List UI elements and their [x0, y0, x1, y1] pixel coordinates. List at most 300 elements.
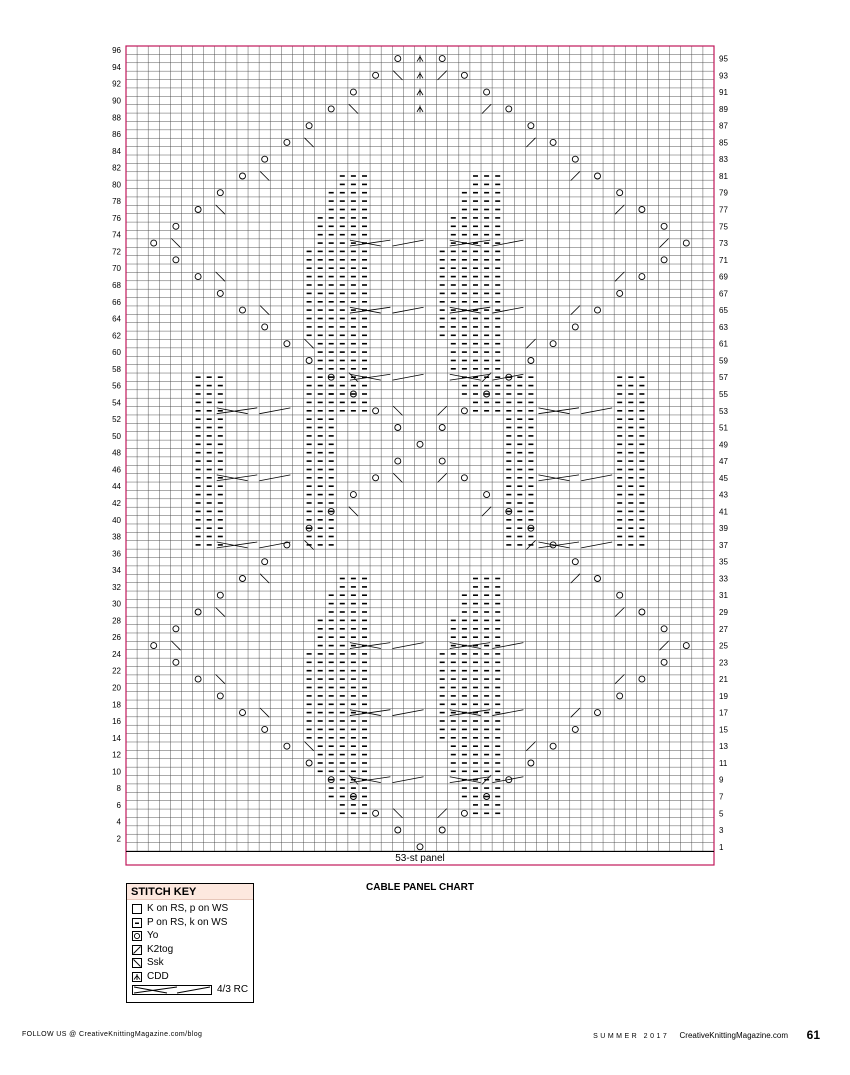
purl-symbol [307, 318, 312, 320]
purl-symbol [473, 745, 478, 747]
yo-symbol [373, 810, 379, 816]
purl-symbol [495, 620, 500, 622]
purl-symbol [351, 787, 356, 789]
purl-symbol [307, 729, 312, 731]
purl-symbol [628, 527, 633, 529]
purl-symbol [196, 511, 201, 513]
purl-symbol [473, 343, 478, 345]
purl-symbol [329, 242, 334, 244]
purl-symbol [351, 771, 356, 773]
purl-symbol [440, 729, 445, 731]
yo-symbol [572, 726, 578, 732]
row-number: 86 [112, 130, 121, 139]
purl-symbol [196, 376, 201, 378]
row-number: 59 [719, 356, 728, 366]
purl-symbol [462, 771, 467, 773]
purl-symbol [329, 192, 334, 194]
purl-symbol [329, 376, 334, 378]
purl-symbol [495, 284, 500, 286]
purl-symbol [484, 184, 489, 186]
purl-symbol [462, 628, 467, 630]
purl-symbol [528, 435, 533, 437]
purl-symbol [329, 234, 334, 236]
purl-symbol [351, 678, 356, 680]
footer-right [593, 1031, 788, 1040]
purl-symbol [451, 628, 456, 630]
purl-symbol [196, 410, 201, 412]
purl-symbol [318, 477, 323, 479]
purl-symbol [484, 737, 489, 739]
purl-symbol [528, 494, 533, 496]
purl-symbol [462, 678, 467, 680]
purl-symbol [329, 393, 334, 395]
purl-symbol [617, 393, 622, 395]
row-number: 82 [112, 163, 121, 173]
purl-symbol [440, 335, 445, 337]
purl-symbol [351, 309, 356, 311]
purl-symbol [495, 217, 500, 219]
purl-symbol [517, 376, 522, 378]
purl-symbol [340, 704, 345, 706]
purl-symbol [495, 200, 500, 202]
chart-caption: CABLE PANEL CHART [366, 882, 474, 893]
purl-symbol [329, 410, 334, 412]
purl-symbol [207, 385, 212, 387]
purl-symbol [462, 192, 467, 194]
purl-symbol [628, 485, 633, 487]
purl-symbol [440, 284, 445, 286]
yo-symbol [395, 425, 401, 431]
purl-symbol [307, 544, 312, 546]
purl-symbol [473, 301, 478, 303]
purl-symbol [329, 335, 334, 337]
yo-symbol [439, 56, 445, 62]
yo-symbol [195, 676, 201, 682]
row-number: 33 [719, 574, 728, 584]
yo-symbol [373, 408, 379, 414]
purl-symbol [484, 729, 489, 731]
yo-symbol [262, 156, 268, 162]
purl-symbol [318, 301, 323, 303]
purl-symbol [495, 662, 500, 664]
yo-symbol [506, 106, 512, 112]
purl-symbol [329, 527, 334, 529]
purl-symbol [484, 393, 489, 395]
purl-symbol [451, 284, 456, 286]
purl-symbol [440, 653, 445, 655]
purl-symbol [362, 343, 367, 345]
purl-symbol [451, 687, 456, 689]
yo-symbol [439, 458, 445, 464]
purl-symbol [451, 276, 456, 278]
purl-symbol [340, 368, 345, 370]
purl-symbol [329, 662, 334, 664]
purl-symbol [484, 284, 489, 286]
purl-symbol [351, 376, 356, 378]
purl-symbol [340, 645, 345, 647]
purl-symbol [451, 360, 456, 362]
purl-symbol [307, 452, 312, 454]
row-number: 75 [719, 222, 728, 232]
purl-symbol [484, 804, 489, 806]
purl-symbol [473, 276, 478, 278]
purl-symbol [462, 695, 467, 697]
purl-symbol [362, 804, 367, 806]
purl-symbol [307, 712, 312, 714]
purl-symbol [318, 511, 323, 513]
purl-symbol [196, 444, 201, 446]
row-number: 8 [116, 784, 121, 794]
purl-symbol [218, 444, 223, 446]
purl-symbol [207, 393, 212, 395]
purl-symbol [473, 620, 478, 622]
purl-symbol [340, 771, 345, 773]
purl-symbol [451, 217, 456, 219]
purl-symbol [451, 267, 456, 269]
purl-symbol [329, 712, 334, 714]
purl-symbol [329, 645, 334, 647]
purl-symbol [207, 418, 212, 420]
purl-symbol [451, 351, 456, 353]
yo-symbol [595, 576, 601, 582]
purl-symbol [617, 536, 622, 538]
purl-symbol [351, 745, 356, 747]
purl-symbol [495, 779, 500, 781]
purl-symbol [362, 787, 367, 789]
purl-symbol [318, 284, 323, 286]
purl-symbol [318, 444, 323, 446]
purl-symbol [617, 485, 622, 487]
purl-symbol [484, 226, 489, 228]
purl-symbol [617, 452, 622, 454]
purl-symbol [495, 645, 500, 647]
yo-symbol [661, 257, 667, 263]
purl-symbol [473, 813, 478, 815]
purl-symbol [351, 813, 356, 815]
purl-symbol [639, 536, 644, 538]
purl-symbol [440, 695, 445, 697]
purl-symbol [207, 435, 212, 437]
row-number: 77 [719, 205, 728, 215]
purl-symbol [218, 418, 223, 420]
purl-symbol [307, 670, 312, 672]
purl-symbol [473, 762, 478, 764]
purl-symbol [351, 393, 356, 395]
purl-symbol [318, 293, 323, 295]
purl-symbol [473, 360, 478, 362]
yo-symbol [284, 743, 290, 749]
purl-symbol [340, 628, 345, 630]
row-number: 46 [112, 465, 121, 475]
purl-symbol [473, 184, 478, 186]
purl-symbol [329, 779, 334, 781]
row-number: 6 [116, 800, 121, 810]
yo-symbol [395, 458, 401, 464]
purl-symbol [484, 376, 489, 378]
purl-symbol [484, 678, 489, 680]
yo-symbol [484, 89, 490, 95]
purl-symbol [528, 536, 533, 538]
purl-symbol [362, 678, 367, 680]
purl-symbol [351, 226, 356, 228]
purl-symbol [639, 469, 644, 471]
purl-symbol [340, 729, 345, 731]
purl-symbol [329, 762, 334, 764]
purl-symbol [329, 343, 334, 345]
purl-symbol [351, 410, 356, 412]
purl-symbol [440, 309, 445, 311]
purl-symbol [362, 234, 367, 236]
purl-symbol [329, 217, 334, 219]
row-number: 56 [112, 381, 121, 391]
purl-symbol [473, 259, 478, 261]
purl-symbol [506, 485, 511, 487]
purl-symbol [207, 469, 212, 471]
purl-symbol [329, 309, 334, 311]
purl-symbol [351, 611, 356, 613]
purl-symbol [329, 620, 334, 622]
purl-symbol [329, 460, 334, 462]
purl-symbol [473, 603, 478, 605]
row-number: 18 [112, 700, 121, 710]
purl-symbol [484, 578, 489, 580]
purl-symbol [307, 477, 312, 479]
purl-symbol [495, 318, 500, 320]
purl-symbol [218, 511, 223, 513]
purl-symbol [196, 435, 201, 437]
purl-symbol [451, 301, 456, 303]
purl-symbol [362, 620, 367, 622]
purl-symbol [362, 737, 367, 739]
purl-symbol [318, 460, 323, 462]
purl-symbol [307, 259, 312, 261]
purl-symbol [362, 662, 367, 664]
purl-symbol [628, 376, 633, 378]
yo-symbol [461, 475, 467, 481]
row-number: 12 [112, 750, 121, 760]
purl-symbol [528, 477, 533, 479]
stitch-key-title: STITCH KEY [127, 884, 253, 900]
purl-symbol [362, 670, 367, 672]
yo-symbol [661, 223, 667, 229]
row-number: 19 [719, 691, 728, 701]
purl-symbol [628, 536, 633, 538]
purl-symbol [473, 720, 478, 722]
key-item-label: P on RS, k on WS [147, 916, 228, 928]
purl-symbol [495, 762, 500, 764]
purl-symbol [318, 242, 323, 244]
purl-symbol [340, 678, 345, 680]
purl-symbol [506, 544, 511, 546]
purl-symbol [318, 234, 323, 236]
purl-symbol [307, 276, 312, 278]
cable-icon [132, 985, 212, 995]
purl-symbol [351, 276, 356, 278]
purl-symbol [318, 385, 323, 387]
purl-symbol [462, 620, 467, 622]
purl-symbol [307, 444, 312, 446]
purl-symbol [207, 477, 212, 479]
purl-symbol [340, 620, 345, 622]
row-number: 21 [719, 675, 728, 685]
purl-symbol [495, 611, 500, 613]
purl-symbol [528, 452, 533, 454]
purl-symbol [340, 192, 345, 194]
row-number: 28 [112, 616, 121, 626]
purl-symbol [329, 729, 334, 731]
purl-symbol [484, 217, 489, 219]
purl-symbol [484, 385, 489, 387]
purl-symbol [506, 519, 511, 521]
purl-symbol [362, 217, 367, 219]
yo-symbol [284, 341, 290, 347]
purl-symbol [351, 796, 356, 798]
purl-symbol [440, 712, 445, 714]
purl-symbol [362, 704, 367, 706]
purl-symbol [362, 754, 367, 756]
purl-symbol [639, 452, 644, 454]
purl-symbol [484, 293, 489, 295]
row-number: 32 [112, 582, 121, 592]
yo-symbol [639, 609, 645, 615]
purl-symbol [329, 653, 334, 655]
purl-symbol [628, 402, 633, 404]
purl-symbol [617, 494, 622, 496]
purl-symbol [617, 460, 622, 462]
purl-symbol [340, 301, 345, 303]
purl-symbol [307, 309, 312, 311]
purl-symbol [473, 293, 478, 295]
row-number: 51 [719, 423, 728, 433]
purl-symbol [329, 259, 334, 261]
purl-symbol [218, 410, 223, 412]
purl-symbol [351, 293, 356, 295]
purl-symbol [451, 720, 456, 722]
purl-symbol [329, 670, 334, 672]
purl-symbol [351, 343, 356, 345]
purl-symbol [517, 402, 522, 404]
purl-symbol [207, 494, 212, 496]
purl-symbol [639, 410, 644, 412]
right-slant-icon [132, 945, 142, 955]
purl-symbol [318, 745, 323, 747]
purl-symbol [351, 662, 356, 664]
purl-symbol [307, 376, 312, 378]
purl-symbol [307, 435, 312, 437]
purl-symbol [517, 502, 522, 504]
purl-symbol [307, 687, 312, 689]
purl-symbol [340, 200, 345, 202]
purl-symbol [484, 771, 489, 773]
row-number: 81 [719, 172, 728, 181]
row-number: 68 [112, 281, 121, 290]
purl-symbol [462, 259, 467, 261]
purl-symbol [362, 796, 367, 798]
left-slant-icon [132, 958, 142, 968]
purl-symbol [495, 670, 500, 672]
purl-symbol [484, 209, 489, 211]
purl-symbol [318, 368, 323, 370]
purl-symbol [506, 469, 511, 471]
purl-symbol [318, 276, 323, 278]
purl-symbol [218, 477, 223, 479]
purl-symbol [362, 762, 367, 764]
purl-symbol [462, 360, 467, 362]
purl-symbol [484, 594, 489, 596]
purl-symbol [528, 460, 533, 462]
row-number: 40 [112, 515, 121, 525]
purl-symbol [351, 368, 356, 370]
purl-symbol [307, 662, 312, 664]
purl-symbol [639, 477, 644, 479]
purl-symbol [628, 385, 633, 387]
purl-symbol [362, 301, 367, 303]
purl-symbol [517, 444, 522, 446]
purl-symbol [318, 695, 323, 697]
purl-symbol [329, 754, 334, 756]
purl-symbol [351, 402, 356, 404]
purl-symbol [218, 376, 223, 378]
purl-symbol [628, 544, 633, 546]
purl-symbol [473, 578, 478, 580]
row-number: 2 [116, 834, 121, 844]
purl-symbol [362, 402, 367, 404]
purl-symbol [462, 636, 467, 638]
purl-symbol [462, 301, 467, 303]
purl-symbol [617, 477, 622, 479]
purl-symbol [451, 251, 456, 253]
purl-symbol [318, 628, 323, 630]
purl-symbol [440, 259, 445, 261]
yo-symbol [195, 207, 201, 213]
purl-symbol [484, 712, 489, 714]
purl-symbol [506, 460, 511, 462]
purl-symbol [340, 737, 345, 739]
purl-symbol [362, 813, 367, 815]
purl-symbol [639, 393, 644, 395]
purl-symbol [329, 226, 334, 228]
row-number: 30 [112, 599, 121, 609]
purl-symbol [318, 678, 323, 680]
purl-symbol [462, 234, 467, 236]
purl-symbol [517, 418, 522, 420]
purl-symbol [362, 284, 367, 286]
yo-symbol [306, 123, 312, 129]
purl-symbol [340, 251, 345, 253]
purl-symbol [484, 259, 489, 261]
purl-symbol [362, 200, 367, 202]
purl-symbol [517, 435, 522, 437]
purl-symbol [617, 502, 622, 504]
purl-symbol [528, 376, 533, 378]
purl-symbol [329, 326, 334, 328]
purl-symbol [517, 452, 522, 454]
purl-symbol [329, 502, 334, 504]
purl-symbol [462, 745, 467, 747]
purl-symbol [340, 594, 345, 596]
purl-symbol [639, 544, 644, 546]
purl-symbol [473, 594, 478, 596]
purl-symbol [462, 251, 467, 253]
yo-symbol [173, 626, 179, 632]
purl-symbol [318, 771, 323, 773]
row-number: 31 [719, 591, 728, 601]
purl-symbol [362, 385, 367, 387]
purl-symbol [340, 217, 345, 219]
row-number: 72 [112, 247, 121, 257]
purl-symbol [218, 385, 223, 387]
purl-symbol [484, 343, 489, 345]
